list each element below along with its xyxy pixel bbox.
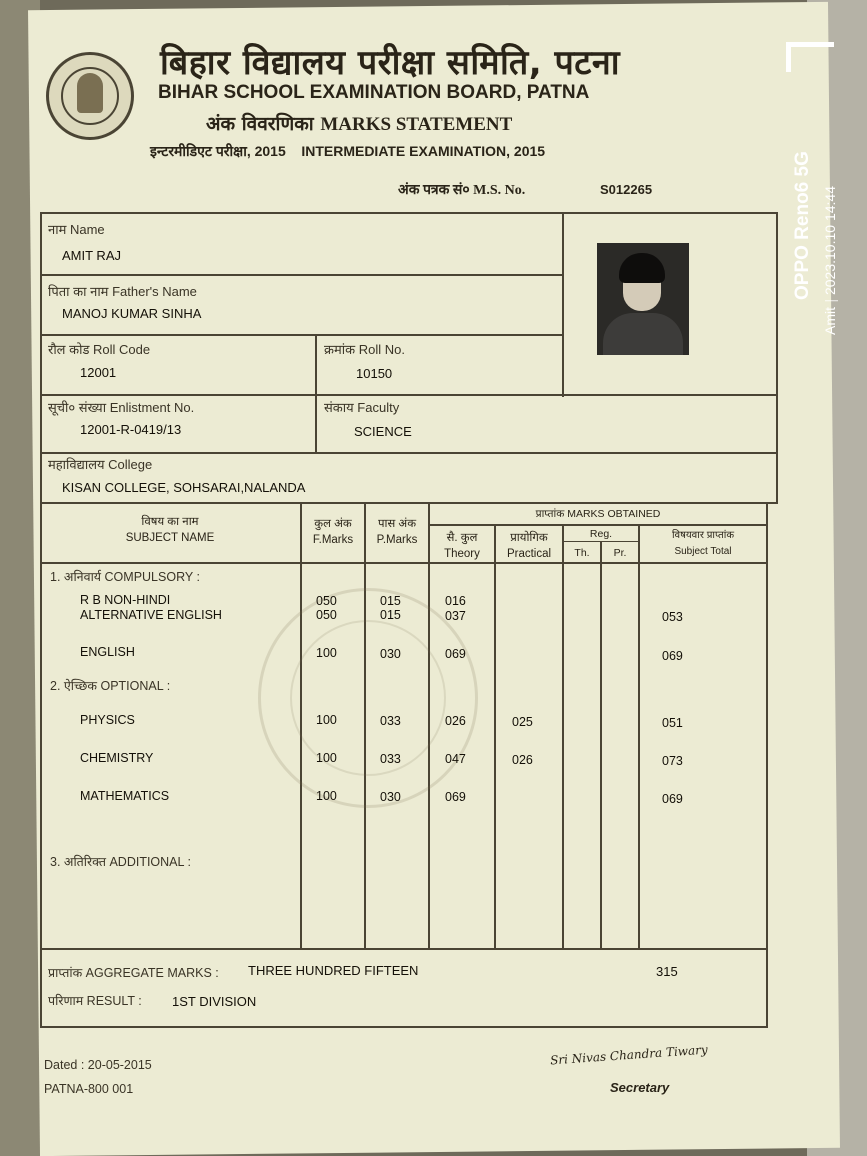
table-body-bottom xyxy=(40,948,768,950)
subject-name: ENGLISH xyxy=(80,645,135,659)
practical-marks: 025 xyxy=(512,715,533,729)
row-divider-1 xyxy=(40,274,563,276)
header-pmarks-hindi: पास अंक xyxy=(377,518,417,530)
header-practical xyxy=(496,530,562,562)
theory-marks: 016 xyxy=(445,594,466,608)
pass-marks: 015 xyxy=(380,594,401,608)
father-label: पिता का नाम Father's Name xyxy=(48,284,197,299)
full-marks: 100 xyxy=(316,646,337,660)
ms-no-label: अंक पत्रक सं० M.S. No. xyxy=(398,183,526,198)
subject-name: ALTERNATIVE ENGLISH xyxy=(80,608,222,622)
subject-name: R B NON-HINDI xyxy=(80,593,171,607)
header-subject-hindi: विषय का नाम xyxy=(141,516,199,528)
header-marks-obtained: प्राप्तांक MARKS OBTAINED xyxy=(535,508,661,520)
camera-device-name: OPPO Reno6 5G xyxy=(792,151,813,300)
dated-label: Dated : xyxy=(44,1058,85,1072)
exam-title xyxy=(150,142,545,161)
pass-marks: 015 xyxy=(380,608,401,622)
camera-stamp-separator: | xyxy=(822,295,838,303)
board-emblem-logo xyxy=(46,52,134,140)
photo-hair xyxy=(619,253,665,283)
table-header-bottom xyxy=(40,562,768,564)
full-marks: 100 xyxy=(316,789,337,803)
photo-shirt xyxy=(603,313,683,355)
theory-marks: 037 xyxy=(445,609,466,623)
emblem-figure xyxy=(77,73,103,113)
theory-marks: 047 xyxy=(445,752,466,766)
camera-stamp-user: Amit xyxy=(822,307,838,335)
name-label: नाम Name xyxy=(48,222,105,237)
header-pmarks-english: P.Marks xyxy=(376,534,418,546)
header-subject xyxy=(110,514,230,546)
header-fmarks xyxy=(302,516,364,548)
faculty-label: संकाय Faculty xyxy=(324,400,400,415)
row-divider-3 xyxy=(40,394,778,396)
aggregate-words: THREE HUNDRED FIFTEEN xyxy=(248,963,419,978)
header-total-english: Subject Total xyxy=(674,546,732,557)
col-divider-info xyxy=(315,334,317,452)
header-reg: Reg. xyxy=(589,528,613,540)
section-optional: 2. ऐच्छिक OPTIONAL : xyxy=(50,679,171,693)
pass-marks: 030 xyxy=(380,790,401,804)
statement-title xyxy=(206,110,512,136)
subject-total: 069 xyxy=(662,792,683,806)
subject-total: 069 xyxy=(662,649,683,663)
section-additional: 3. अतिरिक्त ADDITIONAL : xyxy=(50,855,191,869)
col-line-th xyxy=(562,525,564,948)
camera-stamp-time: 2023.10.10 14:44 xyxy=(822,186,838,296)
college-value: KISAN COLLEGE, SOHSARAI,NALANDA xyxy=(62,480,306,495)
subject-name: CHEMISTRY xyxy=(80,751,154,765)
aggregate-label: प्राप्तांक AGGREGATE MARKS : xyxy=(48,966,219,980)
result-label: परिणाम RESULT : xyxy=(48,994,142,1008)
header-pmarks xyxy=(366,516,428,548)
col-line-total xyxy=(638,525,640,948)
header-total-hindi: विषयवार प्राप्तांक xyxy=(671,530,735,541)
board-title-english: BIHAR SCHOOL EXAMINATION BOARD, PATNA xyxy=(158,82,590,103)
col-line-pr xyxy=(600,542,602,948)
subject-name: MATHEMATICS xyxy=(80,789,170,803)
header-subject-total xyxy=(640,528,766,560)
name-value: AMIT RAJ xyxy=(62,248,121,263)
secretary-signature: Sri Nivas Chandra Tiwary xyxy=(549,1042,709,1068)
photo-divider xyxy=(562,212,564,397)
camera-stamp xyxy=(792,151,814,300)
section-compulsory: 1. अनिवार्य COMPULSORY : xyxy=(50,570,200,584)
header-subject-english: SUBJECT NAME xyxy=(125,532,215,544)
watermark-emblem-inner xyxy=(290,620,446,776)
enlistment-value: 12001-R-0419/13 xyxy=(80,422,182,437)
aggregate-value: 315 xyxy=(656,964,678,979)
full-marks: 100 xyxy=(316,751,337,765)
subject-total: 051 xyxy=(662,716,683,730)
theory-marks: 069 xyxy=(445,647,466,661)
full-marks: 100 xyxy=(316,713,337,727)
statement-title-english: MARKS STATEMENT xyxy=(320,114,513,135)
full-marks: 050 xyxy=(316,594,337,608)
header-practical-hindi: प्रायोगिक xyxy=(510,532,548,544)
header-fmarks-english: F.Marks xyxy=(312,534,354,546)
header-practical-english: Practical xyxy=(506,548,552,560)
subject-total: 073 xyxy=(662,754,683,768)
roll-code-value: 12001 xyxy=(80,365,117,380)
theory-marks: 026 xyxy=(445,714,466,728)
roll-code-label: रौल कोड Roll Code xyxy=(48,342,151,357)
full-marks: 050 xyxy=(316,608,337,622)
board-title-hindi: बिहार विद्यालय परीक्षा समिति, पटना xyxy=(160,43,621,83)
result-value: 1ST DIVISION xyxy=(172,994,257,1009)
header-reg-pr: Pr. xyxy=(613,547,627,559)
subject-total: 053 xyxy=(662,610,683,624)
header-theory-english: Theory xyxy=(444,548,480,560)
subject-name: PHYSICS xyxy=(80,713,135,727)
row-divider-2 xyxy=(40,334,563,336)
col-line-practical xyxy=(494,525,496,948)
header-theory-hindi: सै. कुल xyxy=(446,532,478,544)
roll-no-label: क्रमांक Roll No. xyxy=(324,342,405,357)
theory-marks: 069 xyxy=(445,790,466,804)
table-top xyxy=(40,502,778,504)
table-bottom xyxy=(40,1026,768,1028)
info-box-top xyxy=(40,212,778,214)
enlistment-label: सूची० संख्या Enlistment No. xyxy=(48,400,195,415)
roll-no-value: 10150 xyxy=(356,366,393,381)
exam-title-english: INTERMEDIATE EXAMINATION, 2015 xyxy=(301,143,546,159)
pass-marks: 033 xyxy=(380,714,401,728)
secretary-title: Secretary xyxy=(610,1080,670,1095)
info-box-left xyxy=(40,212,42,502)
ms-no-value: S012265 xyxy=(600,182,653,197)
faculty-value: SCIENCE xyxy=(354,424,412,439)
pass-marks: 030 xyxy=(380,647,401,661)
statement-title-hindi: अंक विवरणिका xyxy=(206,113,314,135)
pass-marks: 033 xyxy=(380,752,401,766)
practical-marks: 026 xyxy=(512,753,533,767)
dated-line xyxy=(44,1058,152,1072)
dated-value: 20-05-2015 xyxy=(87,1058,152,1072)
header-fmarks-hindi: कुल अंक xyxy=(314,518,352,530)
place: PATNA-800 001 xyxy=(44,1082,134,1096)
camera-brand-logo xyxy=(786,42,834,72)
header-theory xyxy=(430,530,494,562)
college-label: महाविद्यालय College xyxy=(48,457,153,472)
info-box-right xyxy=(776,212,778,502)
camera-stamp-meta xyxy=(822,186,840,335)
row-divider-4 xyxy=(40,452,778,454)
exam-title-hindi: इन्टरमीडिएट परीक्षा, 2015 xyxy=(150,143,286,159)
father-value: MANOJ KUMAR SINHA xyxy=(62,306,202,321)
header-reg-th: Th. xyxy=(574,547,590,559)
student-photo xyxy=(597,243,689,355)
